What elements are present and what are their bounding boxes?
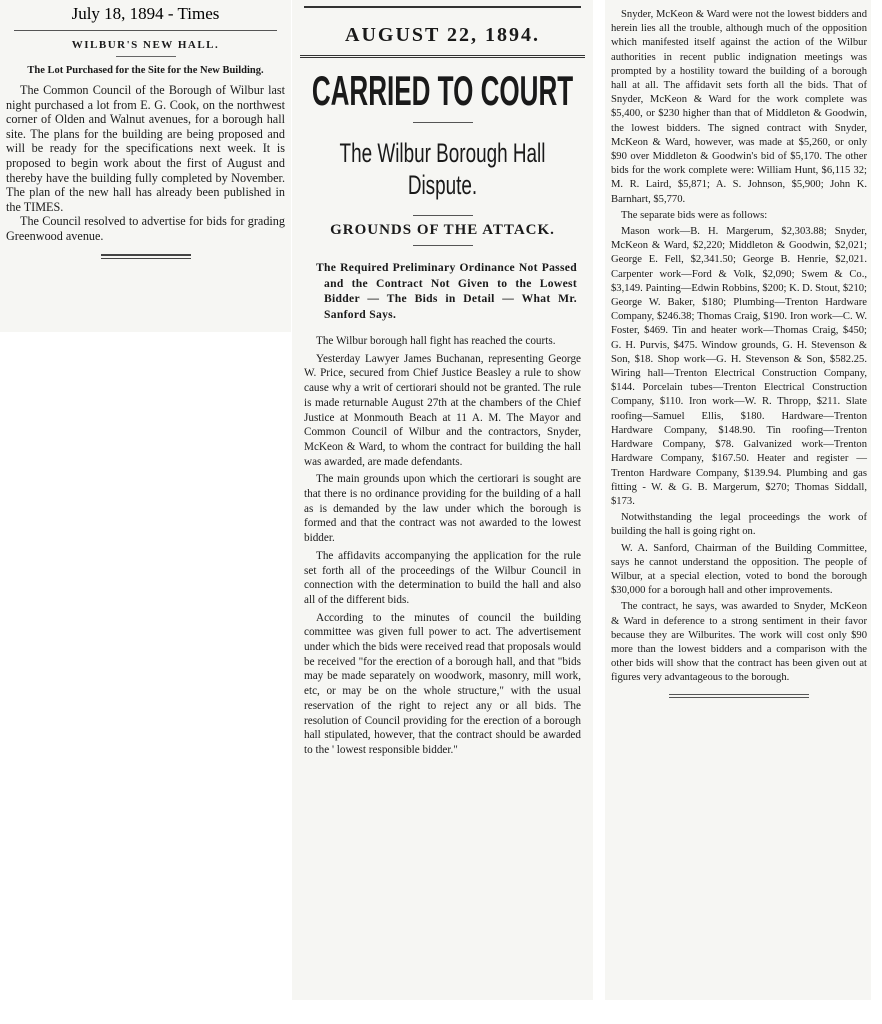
divider [413,122,473,123]
paragraph: The Common Council of the Borough of Wilbur last night purchased a lot from E. G. Cook, on the northwest corner of Olden and Walnut avenues, for a borough hall site. The plans for the building are being proposed and will be ready for the specifications next week. It is proposed to begin work about the first of August and thereby have the building fully completed by November. The plan of the new hall has already been published in the TIMES. [6,83,285,214]
divider [669,697,809,698]
headline: WILBUR'S NEW HALL. [71,39,220,51]
paragraph: The separate bids were as follows: [621,209,768,221]
divider [116,56,176,57]
paragraph: The contract, he says, was awarded to Snyder, McKeon & Ward in deference to a strong sentiment in their favor because they are Wilburites. The work will cost only $90 more than the lowest bidders and a comparison with the other bids will show that the contract has been given out at figures very advantageous to the borough. [611,601,867,684]
clipping-date: AUGUST 22, 1894. [345,24,540,46]
section-heading: GROUNDS OF THE ATTACK. [330,222,555,238]
subheadline: The Lot Purchased for the Site for the New Building. [27,65,264,76]
divider [413,215,473,216]
paragraph: The main grounds upon which the certiorari is sought are that there is no ordinance providing for the building of a hall as is demanded by the law under which the borough is formed and that the contract was not awarded to the lowest bidder. [304,473,581,545]
paragraph: Notwithstanding the legal proceedings the work of building the hall is going right on. [611,512,867,538]
paragraph: The Council resolved to advertise for bids for grading Greenwood avenue. [6,214,285,243]
clipping-date: July 18, 1894 - Times [71,4,220,23]
article-body [6,83,285,244]
paragraph: Yesterday Lawyer James Buchanan, representing George W. Price, secured from Chief Justice Beasley a rule to show cause why a writ of certiorari should not be granted. The rule is made returnable August 27th at the chambers of the Chief Justice at Monmouth Beach at 11 A. M. The Mayor and Common Council of Wilbur and the contractors, Snyder, McKeon & Ward, to whom the contract for building the hall was awarded, are made defendants. [304,352,581,468]
divider [101,254,191,256]
paragraph: According to the minutes of council the building committee was given full power to act. The advertisement under which the bids were received read that proposals would be received "for the erection of a borough hall, and that "bids may be made separately on woodwork, masonry, mill work, etc, or may be on the whole structure," with the usual reservation of the right to reject any or all bids. The resolution of Council providing for the erection of a borough hall stipulated, however, that the contract should be awarded to the ' lowest responsible bidder." [304,611,581,756]
divider [304,6,581,8]
headline: CARRIED TO COURT [311,67,574,114]
article-body [304,334,581,758]
divider [101,258,191,259]
paragraph: Mason work—B. H. Margerum, $2,303.88; Snyder, McKeon & Ward, $2,220; Middleton & Goodwin, $2,021; George E. Fell, $2,341.50; George B. Henrie, $2,021. Carpenter work—Ford & Volk, $2,090; Swem & Co., $3,149. Painting—Edwin Robbins, $200; K. D. Stout, $210; George W. Baker, $180; Plumbing—Trenton Hardware Company, $246.38; Thomas Craig, $190. Iron work—C. W. Foster, $469. Tin and heater work—Thomas Craig, $450; G. H. Purvis, $475. Window grounds, G. H. Stevenson & Son, $18. Shop work—G. H. Stevenson & Son, $582.25. Wiring hall—Trenton Electrical Construction Company, $144. Porcelain tubes—Trenton Electrical Construction Company, $110. Iron work—W. R. Thropp, $211. Slate roofing—Samuel Ellis, $180. Hardware—Trenton Hardware Company, $148.90. Tin roofing—Trenton Hardware Company, $78. Galvanized work—Trenton Hardware Company, $167.50. Heater and register — Trenton Hardware Company, $139.94. Plumbing and gas fitting - W. & G. B. Margerum, $270; Thomas Siddall, $173. [611,226,867,507]
article-body [611,8,867,686]
paragraph: Snyder, McKeon & Ward were not the lowest bidders and herein lies all the trouble, although much of the opposition which manifested itself against the action of the Wilbur authorities in recent public indignation meetings was prompted by a hostility toward the building of a borough hall at all. The affidavit sets forth all the bids. That of Snyder, McKeon & Ward for the work complete was $5,400, or $230 higher than that of Middleton & Goodwin, the lowest bidders. The signed contract with Snyder, McKeon & Ward, however, was made at $5,260, or only $90 over Middleton & Goodwin's bid of $5,170. The other bids for the work complete were: William Hunt, $6,115 32; M. R. Laird, $5,871; A. S. Johnson, $5,900; John K. Barnhart, $5,770. [611,9,867,205]
divider [300,55,585,58]
divider [669,694,809,695]
clipping-august-22 [292,0,593,1000]
clipping-july-18 [0,0,291,332]
paragraph: The Wilbur borough hall fight has reached the courts. [316,335,556,347]
deck: The Required Preliminary Ordinance Not Passed and the Contract Not Given to the Lowest Bidder — The Bids in Detail — What Mr. Sanford Says. [316,261,577,321]
divider [14,30,277,31]
paragraph: W. A. Sanford, Chairman of the Building Committee, says he cannot understand the opposition. The people of Wilbur, at a special election, voted to bond the borough $30,000 for a borough hall and other improvements. [611,542,867,597]
clipping-continuation [605,0,871,1000]
subheadline: The Wilbur Borough Hall Dispute. [339,138,546,200]
divider [413,245,473,246]
paragraph: The affidavits accompanying the application for the rule set forth all of the proceedings of the Wilbur Council in connection with the determination to build the hall and also all of the different bids. [304,549,581,606]
